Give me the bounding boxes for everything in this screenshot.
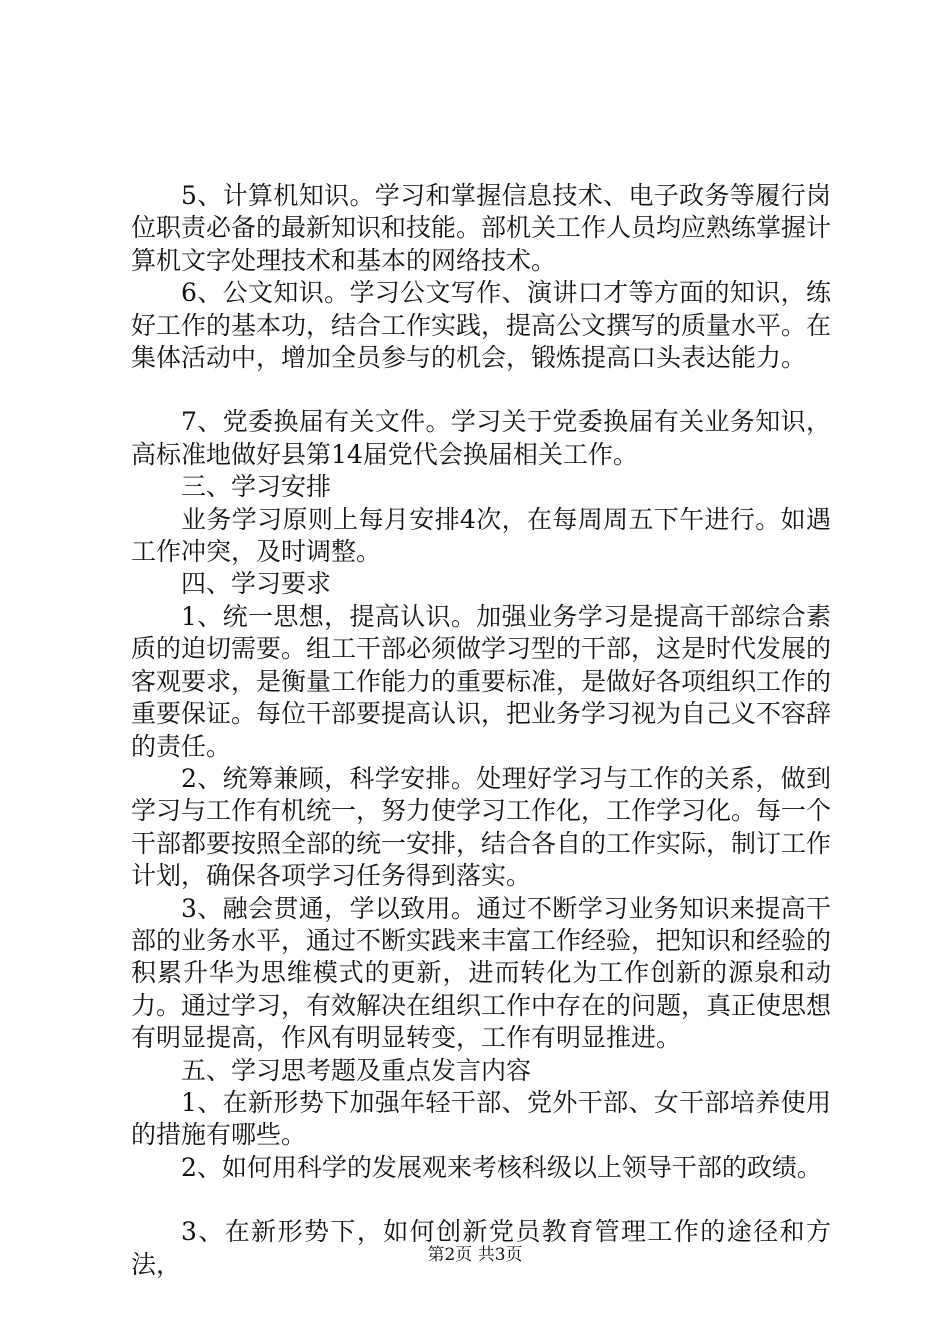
paragraph-study-arrangement: 业务学习原则上每月安排4次，在每周周五下午进行。如遇工作冲突，及时调整。 [131,504,831,567]
paragraph-question-3: 3、在新形势下，如何创新党员教育管理工作的途径和方法， [131,1217,831,1279]
document-body [131,180,831,1281]
section-heading-study-requirements: 四、学习要求 [181,569,332,599]
paragraph-requirement-1: 1、统一思想，提高认识。加强业务学习是提高干部综合素质的迫切需要。组工干部必须做学习型的干部，这是时代发展的客观要求，是衡量工作能力的重要标准，是做好各项组织工作的重要保证。每位干部要提高认识，把业务学习视为自己义不容辞的责任。 [131,601,832,761]
paragraph-party-committee-files: 7、党委换届有关文件。学习关于党委换届有关业务知识，高标准地做好县第14届党代会换届相关工作。 [131,407,831,469]
page-number-footer: 第2页 共3页 [427,1245,523,1265]
paragraph-question-1: 1、在新形势下加强年轻干部、党外干部、女干部培养使用的措施有哪些。 [131,1087,831,1150]
paragraph-official-document-knowledge: 6、公文知识。学习公文写作、演讲口才等方面的知识，练好工作的基本功，结合工作实践，提高公文撰写的质量水平。在集体活动中，增加全员参与的机会，锻炼提高口头表达能力。 [131,278,832,373]
section-heading-study-questions: 五、学习思考题及重点发言内容 [181,1055,532,1085]
section-heading-study-arrangement: 三、学习安排 [181,472,332,502]
paragraph-computer-knowledge: 5、计算机知识。学习和掌握信息技术、电子政务等履行岗位职责必备的最新知识和技能。部机关工作人员均应熟练掌握计算机文字处理技术和基本的网络技术。 [131,181,832,275]
paragraph-question-2: 2、如何用科学的发展观来考核科级以上领导干部的政绩。 [181,1152,822,1182]
paragraph-requirement-3: 3、融会贯通，学以致用。通过不断学习业务知识来提高干部的业务水平，通过不断实践来丰富工作经验，把知识和经验的积累升华为思维模式的更新，进而转化为工作创新的源泉和动力。通过学习，有效解决在组织工作中存在的问题，真正使思想有明显提高，作风有明显转变，工作有明显推进。 [131,893,832,1053]
paragraph-requirement-2: 2、统筹兼顾，科学安排。处理好学习与工作的关系，做到学习与工作有机统一，努力使学习工作化，工作学习化。每一个干部都要按照全部的统一安排，结合各自的工作实际，制订工作计划，确保各项学习任务得到落实。 [131,763,832,891]
